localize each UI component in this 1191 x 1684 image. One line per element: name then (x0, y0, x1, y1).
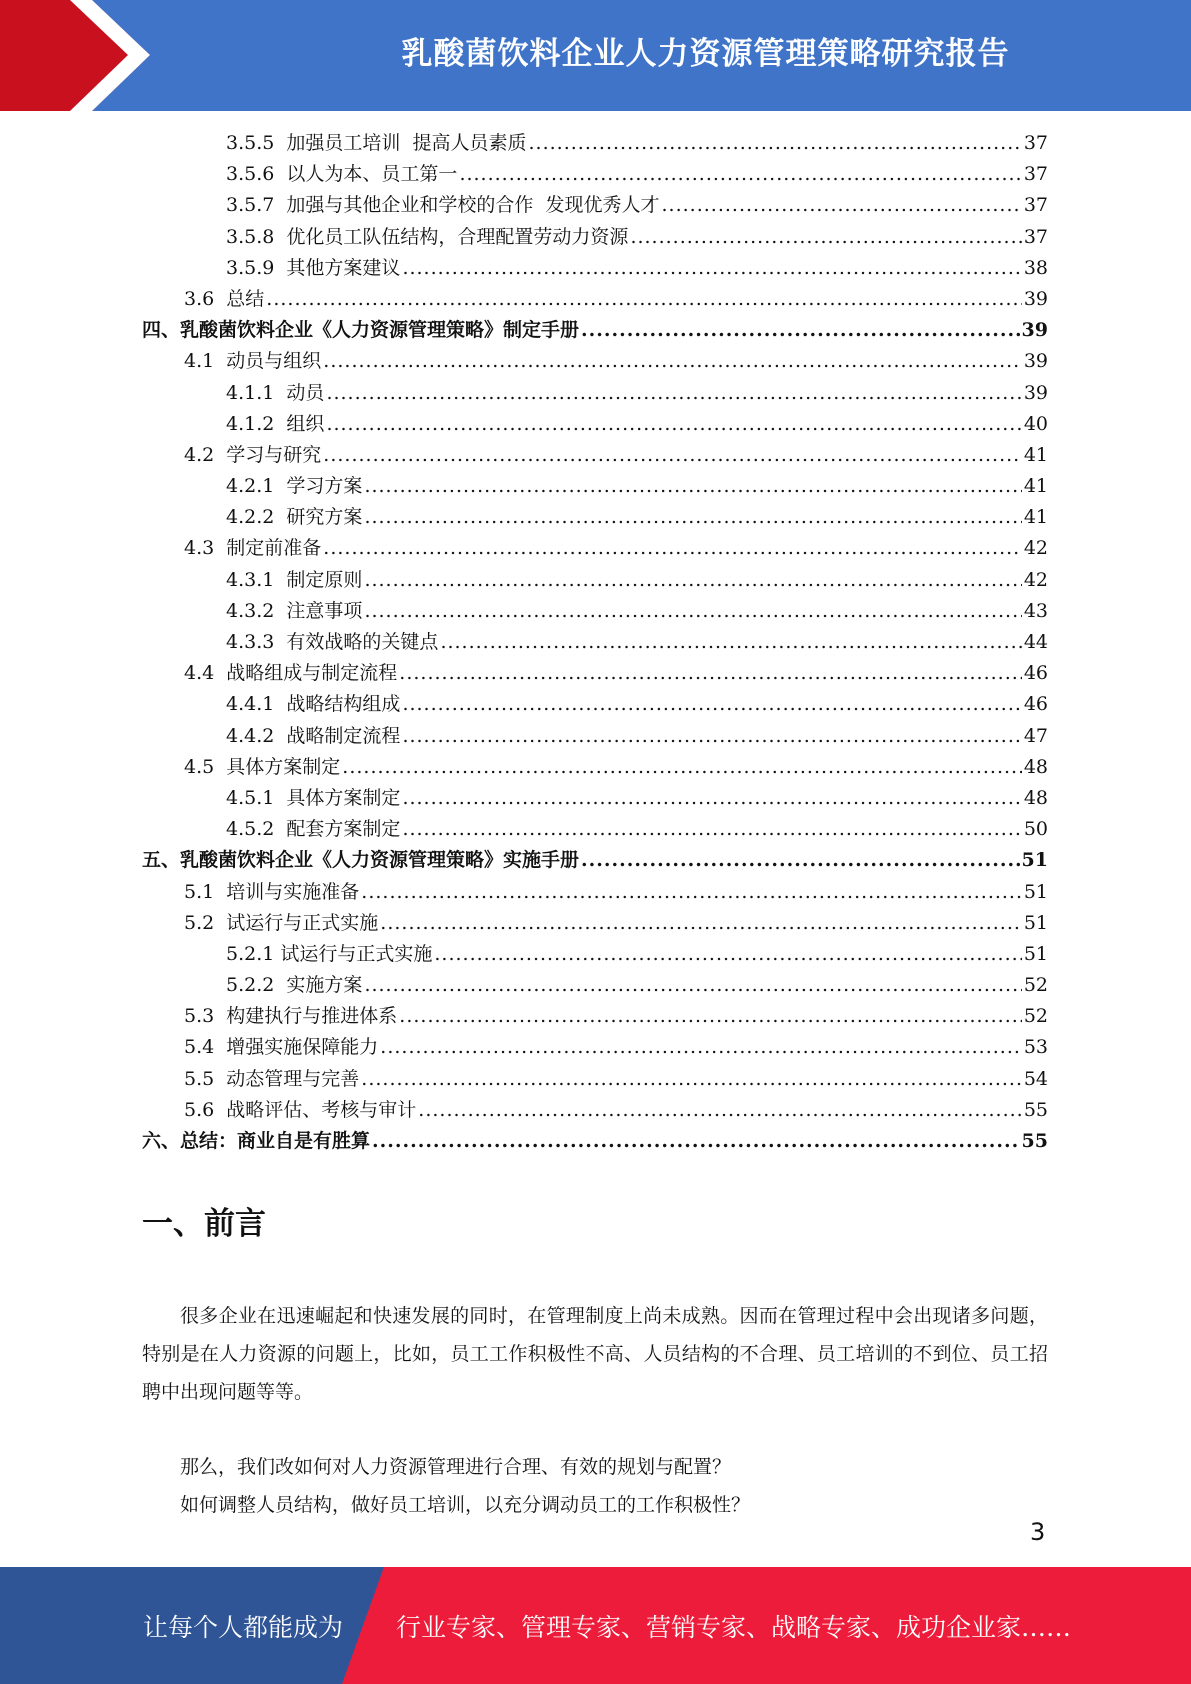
toc-dot-leader (364, 970, 1021, 1001)
toc-entry-page: 39 (1023, 350, 1048, 373)
toc-dot-leader (402, 814, 1021, 845)
toc-entry-page: 51 (1023, 942, 1048, 965)
toc-entry-label: 5.1 培训与实施准备 (184, 880, 360, 903)
table-of-contents (142, 128, 1048, 1157)
toc-entry-label: 4.1 动员与组织 (184, 350, 322, 373)
toc-entry-page: 54 (1023, 1067, 1048, 1090)
toc-entry[interactable] (142, 1001, 1048, 1032)
toc-entry-label: 3.5.7 加强与其他企业和学校的合作 发现优秀人才 (226, 194, 660, 217)
toc-entry[interactable] (142, 814, 1048, 845)
toc-entry[interactable] (142, 284, 1048, 315)
toc-entry[interactable] (142, 783, 1048, 814)
toc-entry-page: 44 (1023, 631, 1048, 653)
toc-entry-page: 47 (1023, 724, 1048, 747)
toc-entry-label: 5.6 战略评估、考核与审计 (184, 1098, 417, 1121)
toc-entry[interactable] (142, 346, 1048, 377)
toc-entry[interactable] (142, 627, 1048, 658)
toc-entry-page: 46 (1023, 662, 1048, 685)
toc-entry-label: 3.6 总结 (184, 287, 265, 310)
toc-dot-leader (364, 471, 1021, 502)
toc-entry-page: 41 (1023, 475, 1048, 498)
toc-entry-page: 37 (1023, 194, 1048, 217)
toc-entry-page: 40 (1023, 412, 1048, 435)
toc-entry-label: 5.3 构建执行与推进体系 (184, 1005, 398, 1028)
toc-entry-page: 52 (1023, 1005, 1048, 1028)
toc-entry[interactable] (142, 315, 1048, 346)
toc-dot-leader (323, 346, 1022, 377)
page-footer (0, 1567, 1191, 1684)
toc-entry-label: 4.3.3 有效战略的关键点 (226, 631, 439, 653)
toc-dot-leader (662, 190, 1022, 221)
toc-dot-leader (402, 721, 1021, 752)
toc-entry-label: 5.2.1 试运行与正式实施 (226, 942, 433, 965)
footer-slogan-right: 行业专家、管理专家、营销专家、战略专家、成功企业家…… (396, 1612, 1072, 1642)
toc-entry[interactable] (142, 1126, 1048, 1157)
toc-entry-label: 六、总结：商业自是有胜算 (142, 1130, 371, 1152)
toc-dot-leader (399, 1001, 1022, 1032)
toc-dot-leader (372, 1126, 1020, 1157)
toc-entry-page: 55 (1023, 1098, 1048, 1121)
toc-dot-leader (323, 440, 1022, 471)
toc-entry-label: 四、乳酸菌饮料企业《人力资源管理策略》制定手册 (142, 319, 580, 342)
toc-dot-leader (361, 1064, 1022, 1095)
toc-entry-label: 五、乳酸菌饮料企业《人力资源管理策略》实施手册 (142, 849, 580, 872)
toc-entry-page: 52 (1023, 974, 1048, 997)
toc-entry-label: 3.5.5 加强员工培训 提高人员素质 (226, 132, 527, 154)
toc-dot-leader (630, 222, 1021, 253)
toc-entry-label: 3.5.6 以人为本、员工第一 (226, 163, 458, 186)
toc-dot-leader (364, 502, 1021, 533)
toc-entry-label: 4.5.1 具体方案制定 (226, 786, 401, 809)
toc-entry-label: 4.2.1 学习方案 (226, 475, 363, 498)
toc-entry[interactable] (142, 877, 1048, 908)
toc-entry[interactable] (142, 908, 1048, 939)
toc-entry-label: 4.1.2 组织 (226, 412, 325, 435)
toc-dot-leader (581, 315, 1020, 346)
toc-entry-label: 4.4 战略组成与制定流程 (184, 662, 398, 685)
page-number: 3 (1030, 1518, 1046, 1546)
toc-entry-page: 41 (1023, 506, 1048, 529)
toc-entry-page: 43 (1023, 599, 1048, 622)
toc-entry[interactable] (142, 378, 1048, 409)
toc-entry-page: 39 (1023, 287, 1048, 310)
toc-dot-leader (402, 783, 1021, 814)
toc-entry-page: 42 (1023, 568, 1048, 591)
toc-dot-leader (323, 533, 1022, 564)
toc-entry-label: 5.2.2 实施方案 (226, 974, 363, 997)
toc-entry[interactable] (142, 533, 1048, 564)
toc-entry-page: 42 (1023, 537, 1048, 560)
toc-entry[interactable] (142, 970, 1048, 1001)
toc-entry-page: 41 (1023, 443, 1048, 466)
toc-entry-label: 4.5.2 配套方案制定 (226, 818, 401, 841)
toc-entry-page: 51 (1023, 911, 1048, 934)
toc-dot-leader (326, 409, 1021, 440)
toc-entry-page: 39 (1021, 319, 1048, 342)
toc-entry-page: 37 (1023, 225, 1048, 248)
toc-entry-label: 4.3.1 制定原则 (226, 568, 363, 591)
toc-entry[interactable] (142, 1032, 1048, 1063)
toc-entry[interactable] (142, 471, 1048, 502)
toc-entry-page: 51 (1021, 849, 1048, 872)
toc-entry-page: 55 (1021, 1130, 1048, 1152)
toc-entry-label: 5.5 动态管理与完善 (184, 1067, 360, 1090)
toc-entry[interactable] (142, 159, 1048, 190)
toc-dot-leader (418, 1095, 1022, 1126)
toc-entry[interactable] (142, 409, 1048, 440)
question-paragraph-2: 如何调整人员结构，做好员工培训，以充分调动员工的工作积极性？ (180, 1494, 751, 1516)
toc-entry-page: 37 (1023, 163, 1048, 186)
toc-entry-page: 37 (1023, 132, 1048, 154)
toc-entry[interactable] (142, 845, 1048, 876)
toc-entry[interactable] (142, 440, 1048, 471)
toc-entry[interactable] (142, 939, 1048, 970)
toc-entry[interactable] (142, 752, 1048, 783)
document-title: 乳酸菌饮料企业人力资源管理策略研究报告 (401, 35, 1010, 72)
toc-entry[interactable] (142, 128, 1048, 159)
toc-entry[interactable] (142, 222, 1048, 253)
toc-dot-leader (380, 908, 1022, 939)
toc-entry-label: 5.4 增强实施保障能力 (184, 1036, 379, 1059)
toc-entry[interactable] (142, 658, 1048, 689)
toc-dot-leader (459, 159, 1021, 190)
toc-entry-label: 3.5.8 优化员工队伍结构，合理配置劳动力资源 (226, 225, 629, 248)
page-header (0, 0, 1191, 111)
toc-dot-leader (399, 658, 1022, 689)
toc-entry-page: 38 (1023, 256, 1048, 279)
toc-dot-leader (402, 689, 1021, 720)
toc-entry-label: 4.3 制定前准备 (184, 537, 322, 560)
toc-entry-page: 51 (1023, 880, 1048, 903)
toc-entry[interactable] (142, 1095, 1048, 1126)
section-heading: 一、前言 (142, 1206, 266, 1242)
toc-entry-label: 4.2.2 研究方案 (226, 506, 363, 529)
toc-dot-leader (529, 128, 1022, 159)
toc-entry-page: 39 (1023, 381, 1048, 404)
toc-dot-leader (440, 627, 1021, 658)
toc-entry-page: 50 (1023, 818, 1048, 841)
toc-entry-label: 4.4.2 战略制定流程 (226, 724, 401, 747)
toc-dot-leader (342, 752, 1022, 783)
intro-paragraph: 很多企业在迅速崛起和快速发展的同时，在管理制度上尚未成熟。因而在管理过程中会出现诸多问题，特别是在人力资源的问题上，比如，员工工作积极性不高、人员结构的不合理、员工培训的不到位、员工招聘中出现问题等等。 (142, 1305, 1048, 1403)
toc-entry[interactable] (142, 1064, 1048, 1095)
toc-dot-leader (434, 939, 1021, 970)
toc-entry-label: 4.2 学习与研究 (184, 443, 322, 466)
toc-dot-leader (581, 845, 1020, 876)
toc-entry[interactable] (142, 565, 1048, 596)
toc-entry-page: 53 (1023, 1036, 1048, 1059)
toc-entry[interactable] (142, 253, 1048, 284)
toc-entry-label: 4.3.2 注意事项 (226, 599, 363, 622)
toc-entry-label: 4.1.1 动员 (226, 381, 325, 404)
toc-dot-leader (380, 1032, 1022, 1063)
question-paragraph-1: 那么，我们改如何对人力资源管理进行合理、有效的规划与配置？ (180, 1456, 732, 1478)
toc-entry[interactable] (142, 502, 1048, 533)
toc-entry-page: 46 (1023, 693, 1048, 716)
toc-dot-leader (266, 284, 1022, 315)
toc-dot-leader (361, 877, 1022, 908)
toc-dot-leader (364, 596, 1021, 627)
toc-entry-label: 5.2 试运行与正式实施 (184, 911, 379, 934)
toc-entry-label: 3.5.9 其他方案建议 (226, 256, 401, 279)
toc-dot-leader (364, 565, 1021, 596)
toc-dot-leader (402, 253, 1021, 284)
toc-entry[interactable] (142, 596, 1048, 627)
toc-entry[interactable] (142, 721, 1048, 752)
toc-entry[interactable] (142, 190, 1048, 221)
footer-slogan-left: 让每个人都能成为 (143, 1612, 344, 1642)
toc-entry-page: 48 (1023, 755, 1048, 778)
toc-entry[interactable] (142, 689, 1048, 720)
toc-dot-leader (326, 378, 1021, 409)
toc-entry-page: 48 (1023, 786, 1048, 809)
toc-entry-label: 4.5 具体方案制定 (184, 755, 341, 778)
toc-entry-label: 4.4.1 战略结构组成 (226, 693, 401, 716)
